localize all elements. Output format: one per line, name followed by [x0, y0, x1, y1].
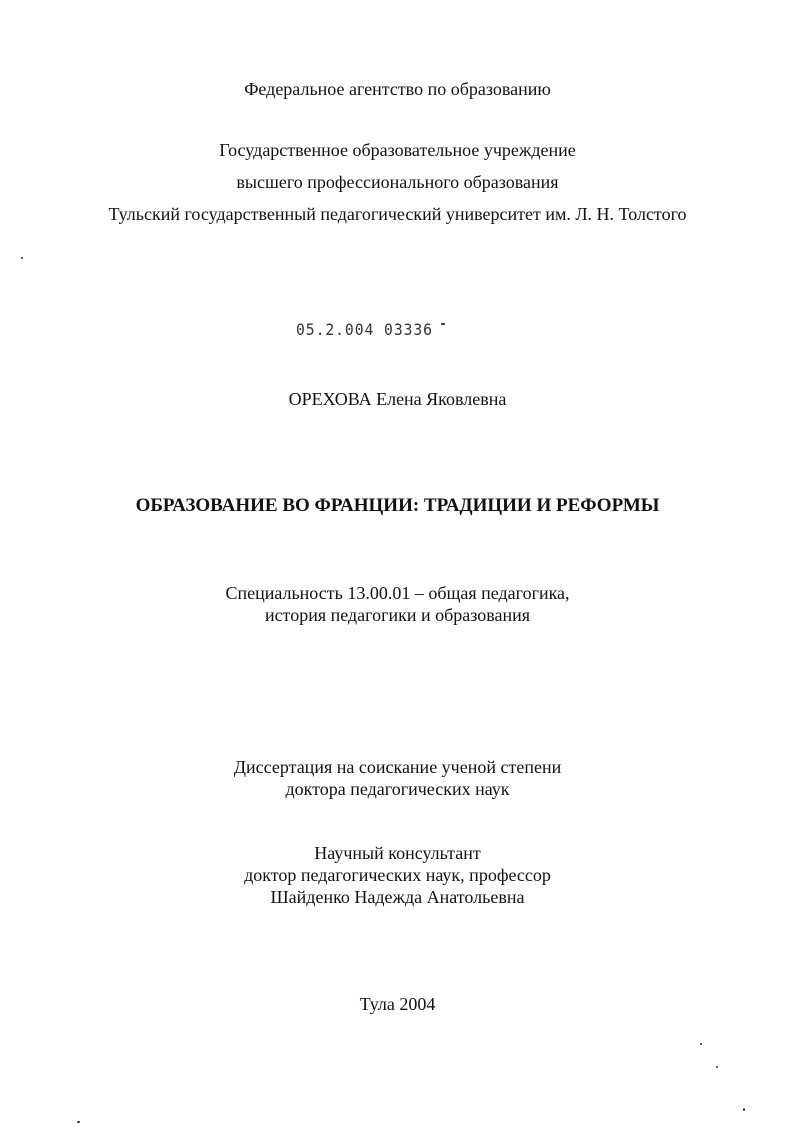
author-name: ОРЕХОВА Елена Яковлевна [288, 389, 507, 409]
scan-speck [716, 1066, 718, 1068]
institution-line-2: высшего профессионального образования [236, 172, 559, 192]
scan-speck [77, 1121, 80, 1123]
consultant-label: Научный консультант [314, 843, 481, 863]
degree-line-1: Диссертация на соискание ученой степени [233, 757, 562, 777]
scan-speck [700, 1043, 702, 1045]
dissertation-title: ОБРАЗОВАНИЕ ВО ФРАНЦИИ: ТРАДИЦИИ И РЕФОРМЫ [135, 495, 660, 516]
scan-speck [21, 257, 23, 259]
scan-speck [441, 323, 445, 325]
city-year: Тула 2004 [359, 994, 436, 1014]
consultant-degree: доктор педагогических наук, профессор [244, 865, 551, 885]
institution-line-1: Государственное образовательное учреждение [219, 140, 576, 160]
specialty-line-1: Специальность 13.00.01 – общая педагогика, [225, 583, 570, 603]
specialty-line-2: история педагогики и образования [264, 605, 531, 625]
institution-line-3: Тульский государственный педагогический университет им. Л. Н. Толстого [108, 204, 687, 224]
degree-line-2: доктора педагогических наук [285, 779, 510, 799]
consultant-name: Шайденко Надежда Анатольевна [270, 887, 525, 907]
scan-speck [743, 1108, 745, 1111]
registration-stamp: 05.2.004 03336 [296, 320, 433, 339]
agency-name: Федеральное агентство по образованию [244, 79, 551, 99]
